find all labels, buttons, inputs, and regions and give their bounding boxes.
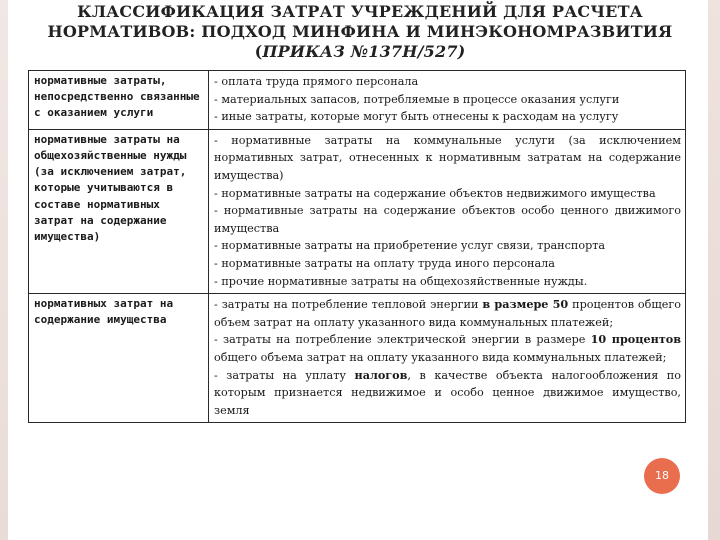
items-cell xyxy=(209,294,686,423)
list-item xyxy=(214,367,681,420)
list-item: - иные затраты, которые могут быть отнесены к расходам на услугу xyxy=(214,110,619,124)
list-item: - оплата труда прямого персонала xyxy=(214,75,419,88)
item-emphasis: налогов xyxy=(354,367,408,382)
item-emphasis: в размере 50 xyxy=(482,297,569,312)
cost-classification-table xyxy=(28,70,686,423)
list-item xyxy=(214,296,681,331)
item-text: общего объема затрат на оплату указанного вида коммунальных платежей; xyxy=(214,350,667,364)
list-item: - нормативные затраты на содержание объектов недвижимого имущества xyxy=(214,186,656,200)
page-number-badge: 18 xyxy=(644,458,680,494)
table-row xyxy=(29,71,686,130)
item-text: - затраты на уплату xyxy=(214,368,355,382)
table-row xyxy=(29,129,686,293)
item-text: - затраты на потребление электрической энергии в размере xyxy=(214,333,591,347)
list-item: - нормативные затраты на приобретение услуг связи, транспорта xyxy=(214,239,606,253)
category-cell: нормативные затраты, непосредственно связанные с оказанием услуги xyxy=(29,71,209,130)
list-item: - материальных запасов, потребляемые в процессе оказания услуги xyxy=(214,92,620,106)
items-cell xyxy=(209,71,686,130)
list-item: - прочие нормативные затраты на общехозяйственные нужды. xyxy=(214,274,588,288)
table-row xyxy=(29,294,686,423)
item-text: - затраты на потребление тепловой энергии xyxy=(214,298,483,312)
list-item xyxy=(214,331,681,366)
slide-title xyxy=(40,2,680,62)
list-item: - нормативные затраты на содержание объектов особо ценного движимого имущества xyxy=(214,204,681,235)
right-decor-bar xyxy=(708,0,720,540)
title-order-ref: ПРИКАЗ №137Н/527) xyxy=(262,42,466,61)
list-item: - нормативные затраты на оплату труда иного персонала xyxy=(214,256,555,270)
title-main: КЛАССИФИКАЦИЯ ЗАТРАТ УЧРЕЖДЕНИЙ ДЛЯ РАСЧЕТА НОРМАТИВОВ: ПОДХОД МИНФИНА И МИНЭКОНОМРАЗВИТИЯ ( xyxy=(47,2,673,61)
category-cell: нормативные затраты на общехозяйственные нужды (за исключением затрат, которые учитываются в составе нормативных затрат на содержание имущества) xyxy=(29,129,209,293)
left-decor-bar xyxy=(0,0,8,540)
list-item: - нормативные затраты на коммунальные услуги (за исключением нормативных затрат, отнесенных к нормативным затратам на содержание имущества) xyxy=(214,133,681,182)
category-cell: нормативных затрат на содержание имущества xyxy=(29,294,209,423)
item-emphasis: 10 процентов xyxy=(590,332,681,347)
items-cell xyxy=(209,129,686,293)
item-text: , в качестве объекта налогообложения по которым признается недвижимое и особо ценное движимое имущество, земля xyxy=(214,368,681,417)
item-text: процентов общего объем затрат на оплату указанного вида коммунальных платежей; xyxy=(214,298,681,329)
